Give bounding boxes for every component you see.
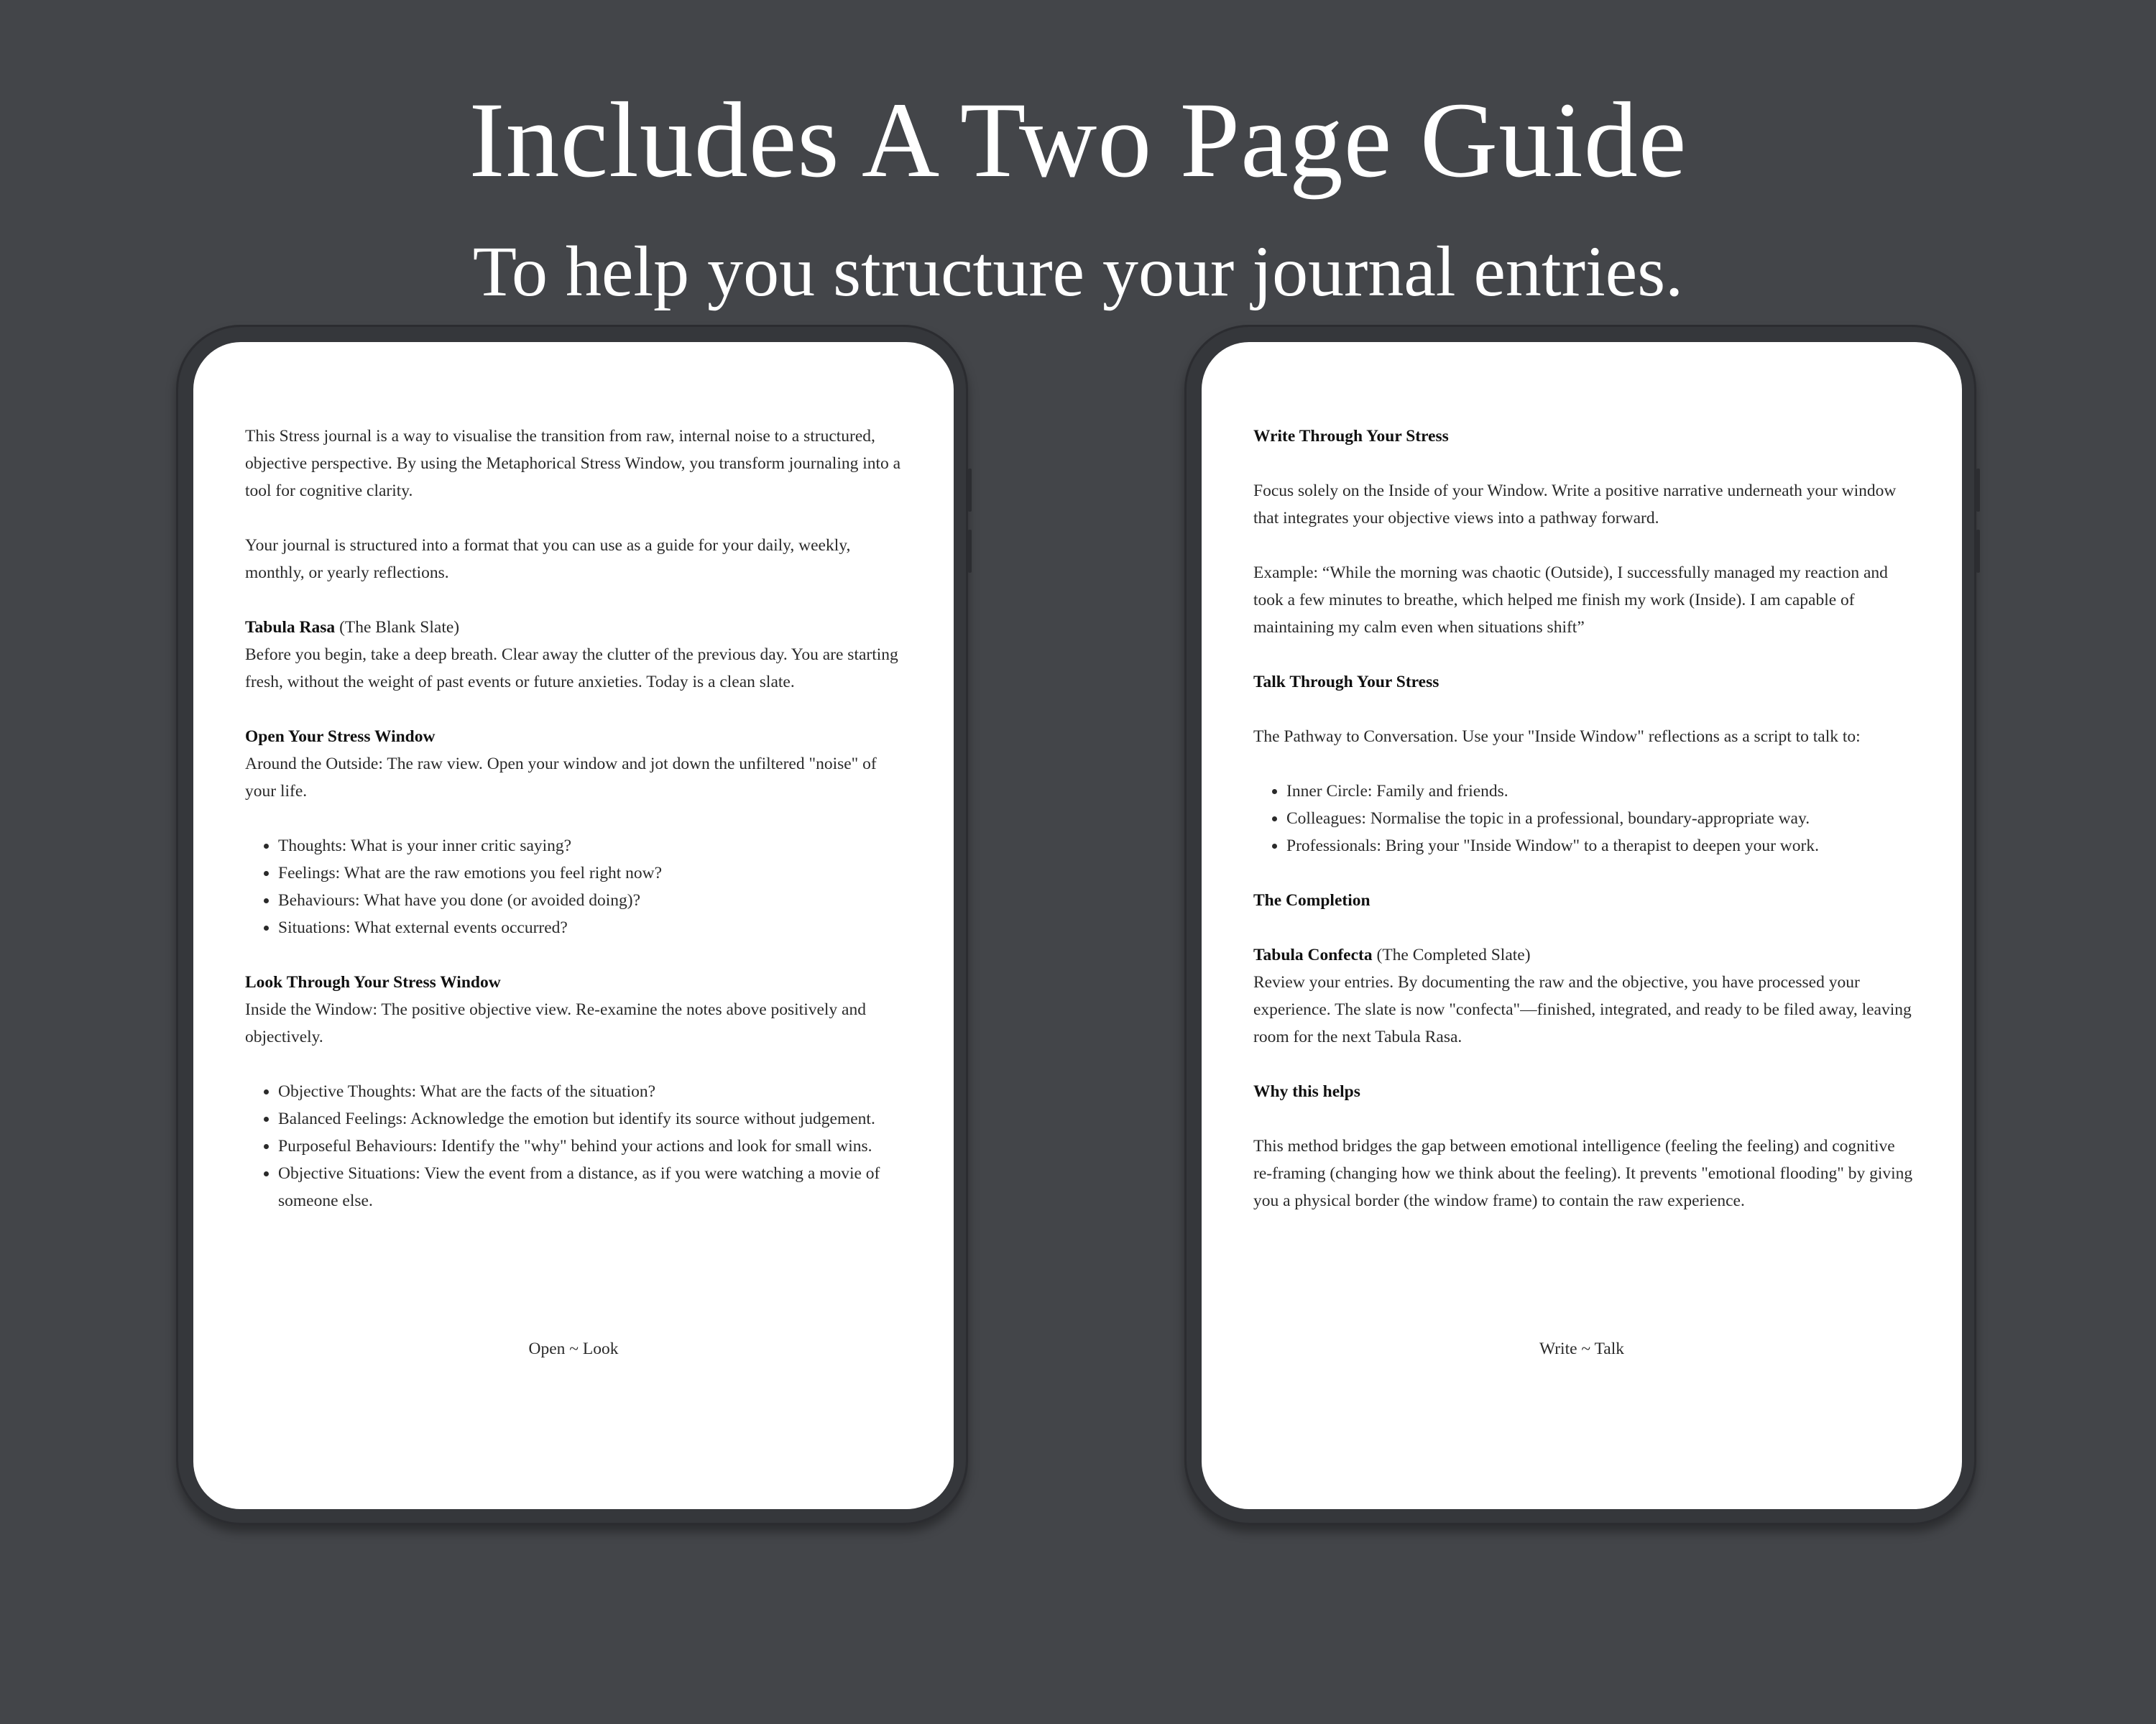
guide-page-2: [1202, 342, 1962, 1509]
look-through-section: [245, 969, 906, 1051]
tablet-left: [176, 325, 968, 1525]
why-this-helps-title: Why this helps: [1253, 1082, 1360, 1101]
tablet-side-button: [1976, 469, 1980, 512]
tabula-confecta-title: Tabula Confecta: [1253, 946, 1373, 964]
list-item: • Thoughts: What is your inner critic saying?: [278, 832, 906, 859]
list-item: • Behaviours: What have you done (or avoided doing)?: [278, 887, 906, 914]
example-paragraph: Example: “While the morning was chaotic (Outside), I successfully managed my reaction and took a few minutes to breathe, which helped me finish my work (Inside). I am capable of maintaining my calm even when situations shift”: [1253, 563, 1888, 637]
completion-title: The Completion: [1253, 891, 1370, 910]
list-item: • Objective Situations: View the event from a distance, as if you were watching a movie of someone else.: [278, 1160, 906, 1214]
tablet-side-button: [968, 469, 972, 512]
open-window-title: Open Your Stress Window: [245, 727, 436, 746]
open-window-list: [245, 832, 906, 941]
page-1-footer: Open ~ Look: [528, 1340, 619, 1358]
tabula-confecta-subtitle: (The Completed Slate): [1372, 946, 1531, 964]
tablet-side-button: [968, 530, 972, 573]
list-item: • Situations: What external events occurred?: [278, 914, 906, 941]
page-1-content: [245, 423, 906, 1242]
tabula-rasa-section: [245, 614, 906, 696]
tabula-rasa-subtitle: (The Blank Slate): [335, 618, 460, 637]
structure-paragraph: Your journal is structured into a format that you can use as a guide for your daily, weekly, monthly, or yearly reflections.: [245, 536, 851, 582]
tabula-confecta-body: Review your entries. By documenting the raw and the objective, you have processed your experience. The slate is now "confecta"—finished, integrated, and ready to be filed away, leaving room for the next Tabula Rasa.: [1253, 973, 1912, 1046]
page-2-footer: Write ~ Talk: [1539, 1340, 1625, 1358]
look-through-title: Look Through Your Stress Window: [245, 973, 501, 992]
look-through-body: Inside the Window: The positive objective view. Re-examine the notes above positively and objectively.: [245, 1000, 866, 1046]
intro-paragraph: This Stress journal is a way to visualise the transition from raw, internal noise to a structured, objective perspective. By using the Metaphorical Stress Window, you transform journaling into a tool for cognitive clarity.: [245, 427, 901, 500]
talk-through-body: The Pathway to Conversation. Use your "Inside Window" reflections as a script to talk to:: [1253, 727, 1861, 746]
tabula-rasa-title: Tabula Rasa: [245, 618, 336, 637]
list-item: • Feelings: What are the raw emotions you feel right now?: [278, 859, 906, 887]
list-item: • Professionals: Bring your "Inside Window" to a therapist to deepen your work.: [1286, 832, 1915, 859]
talk-through-list: [1253, 778, 1915, 859]
guide-page-1: [193, 342, 954, 1509]
list-item: • Balanced Feelings: Acknowledge the emotion but identify its source without judgement.: [278, 1105, 906, 1133]
list-item: • Objective Thoughts: What are the facts of the situation?: [278, 1078, 906, 1105]
look-through-list: [245, 1078, 906, 1214]
headline-subtitle: To help you structure your journal entries.: [472, 231, 1684, 311]
why-this-helps-body: This method bridges the gap between emotional intelligence (feeling the feeling) and cognitive re-framing (changing how we think about the feeling). It prevents "emotional flooding" by giving you a physical border (the window frame) to contain the raw experience.: [1253, 1137, 1913, 1210]
headline-title: Includes A Two Page Guide: [469, 80, 1687, 200]
list-item: • Purposeful Behaviours: Identify the "why" behind your actions and look for small wins.: [278, 1133, 906, 1160]
list-item: • Colleagues: Normalise the topic in a professional, boundary-appropriate way.: [1286, 805, 1915, 832]
talk-through-title: Talk Through Your Stress: [1253, 673, 1439, 691]
tabula-confecta-section: [1253, 941, 1915, 1051]
open-window-body: Around the Outside: The raw view. Open your window and jot down the unfiltered "noise" of your life.: [245, 755, 877, 801]
tablet-right: [1184, 325, 1976, 1525]
tablet-side-button: [1976, 530, 1980, 573]
page-2-content: [1253, 423, 1915, 1242]
write-through-body: Focus solely on the Inside of your Window. Write a positive narrative underneath your window that integrates your objective views into a pathway forward.: [1253, 481, 1897, 527]
tabula-rasa-body: Before you begin, take a deep breath. Clear away the clutter of the previous day. You are starting fresh, without the weight of past events or future anxieties. Today is a clean slate.: [245, 645, 898, 691]
list-item: • Inner Circle: Family and friends.: [1286, 778, 1915, 805]
write-through-title: Write Through Your Stress: [1253, 427, 1449, 446]
open-window-section: [245, 723, 906, 805]
